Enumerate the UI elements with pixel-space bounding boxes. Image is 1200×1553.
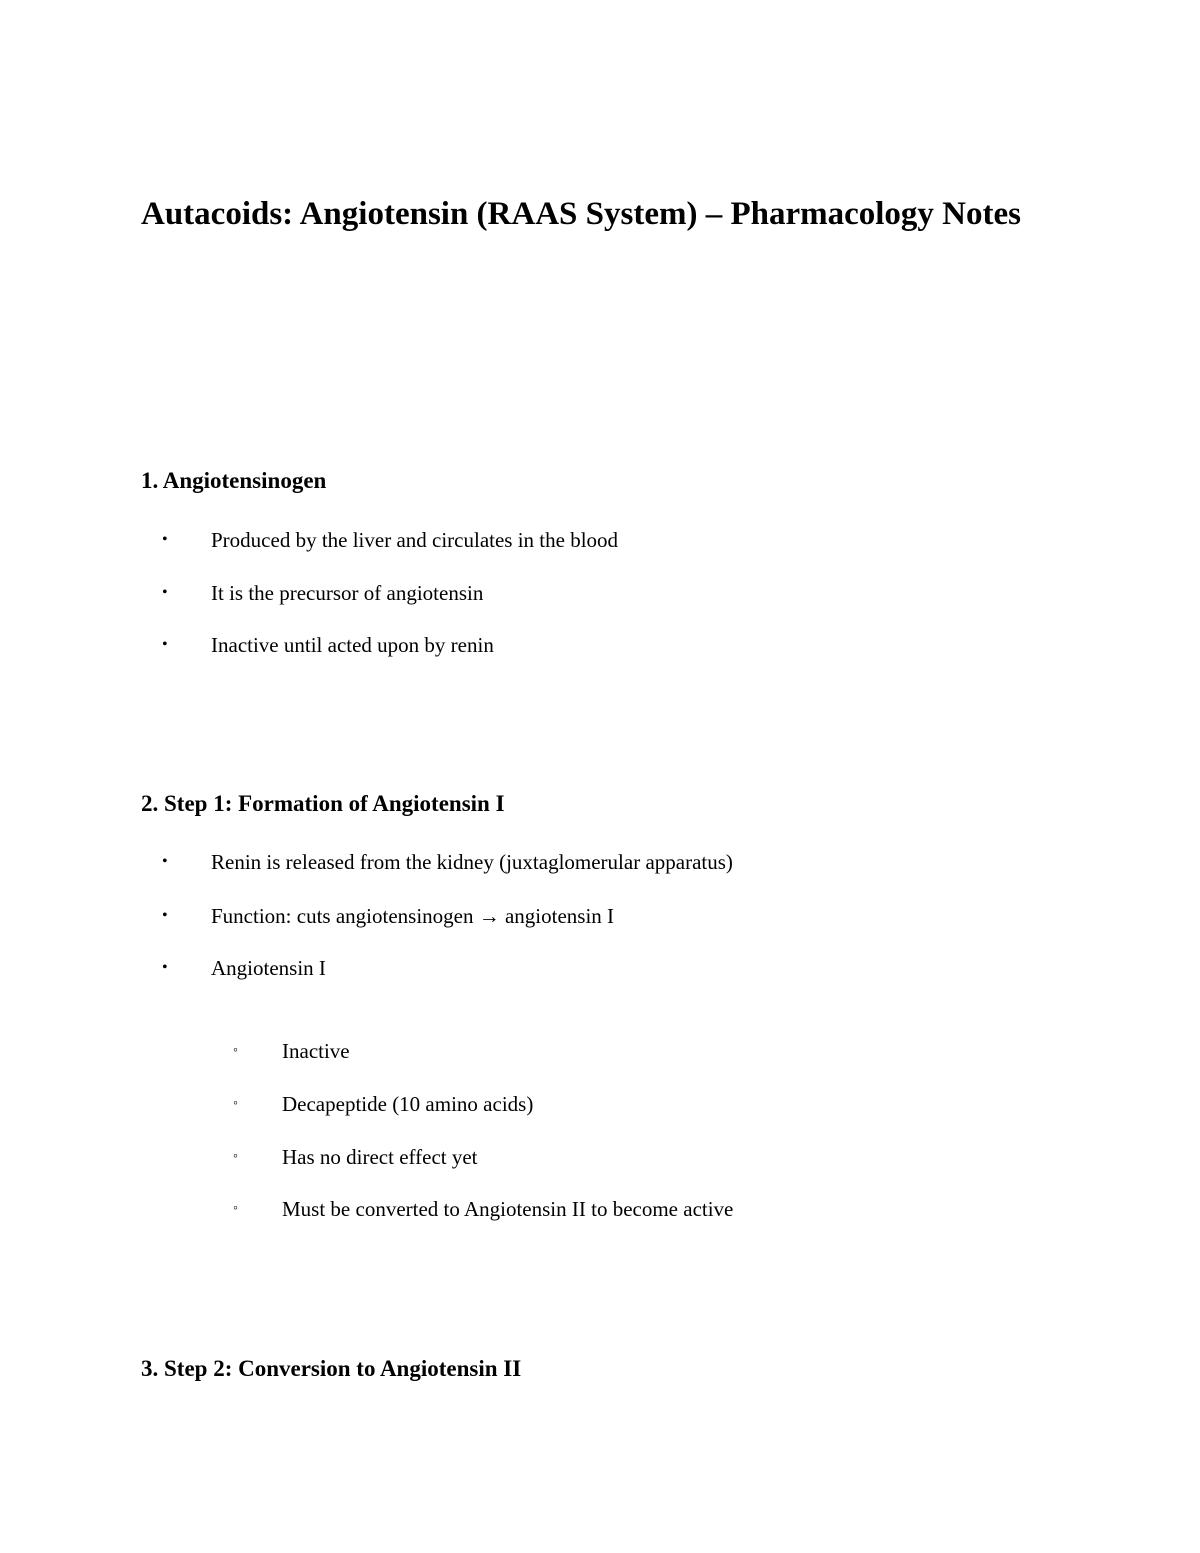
list-item-text: Inactive until acted upon by renin <box>211 633 494 657</box>
list-item-text: Produced by the liver and circulates in the blood <box>211 528 619 552</box>
bullet-icon: • <box>162 959 168 976</box>
section-heading-angiotensinogen: 1. Angiotensinogen <box>141 468 327 493</box>
sub-list-item-text: Inactive <box>282 1039 350 1063</box>
hollow-bullet-icon: ◦ <box>233 1201 238 1216</box>
sub-list-item-text: Has no direct effect yet <box>282 1145 478 1169</box>
bullet-icon: • <box>162 853 168 870</box>
section-heading-conversion-angiotensin-ii: 3. Step 2: Conversion to Angiotensin II <box>141 1356 522 1381</box>
bullet-icon: • <box>162 584 168 601</box>
document-title: Autacoids: Angiotensin (RAAS System) – Pharmacology Notes <box>141 196 1021 232</box>
list-item-text: Angiotensin I <box>211 956 326 980</box>
sub-list-item-text: Decapeptide (10 amino acids) <box>282 1092 534 1116</box>
list-item-text: Function: cuts angiotensinogen → angiotensin I <box>211 904 615 928</box>
sub-list-item-text: Must be converted to Angiotensin II to become active <box>282 1197 734 1221</box>
hollow-bullet-icon: ◦ <box>233 1043 238 1058</box>
hollow-bullet-icon: ◦ <box>233 1096 238 1111</box>
bullet-icon: • <box>162 907 168 924</box>
section-heading-formation-angiotensin-i: 2. Step 1: Formation of Angiotensin I <box>141 791 505 816</box>
list-item-text: Renin is released from the kidney (juxtaglomerular apparatus) <box>211 850 733 874</box>
list-item-text: It is the precursor of angiotensin <box>211 581 484 605</box>
bullet-icon: • <box>162 636 168 653</box>
bullet-icon: • <box>162 531 168 548</box>
hollow-bullet-icon: ◦ <box>233 1149 238 1164</box>
